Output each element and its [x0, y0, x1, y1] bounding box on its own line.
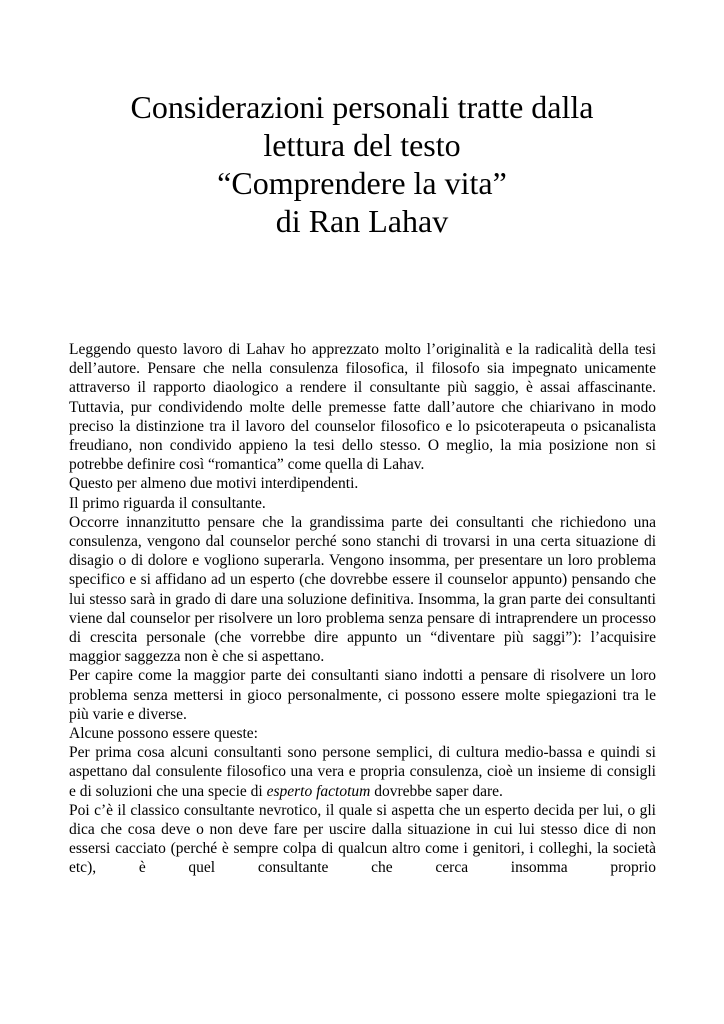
paragraph-intro: Leggendo questo lavoro di Lahav ho apprezzato molto l’originalità e la radicalità della tesi dell’autore. Pensare che nella consulenza filosofica, il filosofo sia impegnato unicamente attraverso il rapporto diaologico a rendere il consultante più saggio, è assai affascinante. Tuttavia, pur condividendo molte delle premesse fatte dall’autore che chiarivano in modo preciso la distinzione tra il lavoro del counselor filosofico e lo psicoterapeuta o psicanalista freudiano, non condivido appieno la tesi dello stesso. O meglio, la mia posizione non si potrebbe definire così “romantica” come quella di Lahav. [69, 341, 656, 474]
paragraph-motivi: Questo per almeno due motivi interdipendenti. [69, 475, 359, 493]
title-line: Considerazioni personali tratte dalla [130, 89, 594, 125]
paragraph-per-prima [69, 743, 656, 801]
paragraph-occorre: Occorre innanzitutto pensare che la grandissima parte dei consultanti che richiedono una consulenza, vengono dal counselor perché sono stanchi di trovarsi in una certa situazione di disagio o di dolore e vogliono superarla. Vengono insomma, per presentare un loro problema specifico e si affidano ad un esperto (che dovrebbe essere il counselor appunto) pensando che lui stesso sarà in grado di dare una soluzione definitiva. Insomma, la gran parte dei consultanti viene dal counselor per risolvere un loro problema senza pensare di intraprendere un processo di crescita personale (che vorrebbe dire appunto un “diventare più saggi”): l’acquisire maggior saggezza non è che si aspettano. [69, 513, 656, 666]
title-line: “Comprendere la vita” [217, 165, 507, 201]
paragraph-alcune: Alcune possono essere queste: [69, 725, 258, 743]
text-run: Per prima cosa alcuni consultanti sono persone semplici, di cultura medio-bassa e quindi si aspettano dal consulente filosofico una vera e propria consulenza, cioè un insieme di consigli e di soluzioni che una specie di [69, 744, 656, 800]
text-run: dovrebbe saper dare. [370, 782, 503, 800]
paragraph-per-capire: Per capire come la maggior parte dei consultanti siano indotti a pensare di risolvere un loro problema senza mettersi in gioco personalmente, ci possono essere molte spiegazioni tra le più varie e diverse. [69, 667, 656, 723]
paragraph-primo: Il primo riguarda il consultante. [69, 494, 266, 512]
paragraph-poi: Poi c’è il classico consultante nevrotico, il quale si aspetta che un esperto decida per lui, o gli dica che cosa deve o non deve fare per uscire dalla situazione in cui lui stesso dice di non essersi cacciato (perché è sempre colpa di qualcun altro come i genitori, i colleghi, la società etc), è quel consultante che cerca insomma proprio [69, 801, 656, 877]
title-line: di Ran Lahav [275, 203, 449, 239]
document-title [62, 88, 662, 240]
title-line: lettura del testo [263, 127, 461, 163]
italic-term: esperto factotum [266, 782, 371, 800]
document-body [69, 340, 656, 878]
